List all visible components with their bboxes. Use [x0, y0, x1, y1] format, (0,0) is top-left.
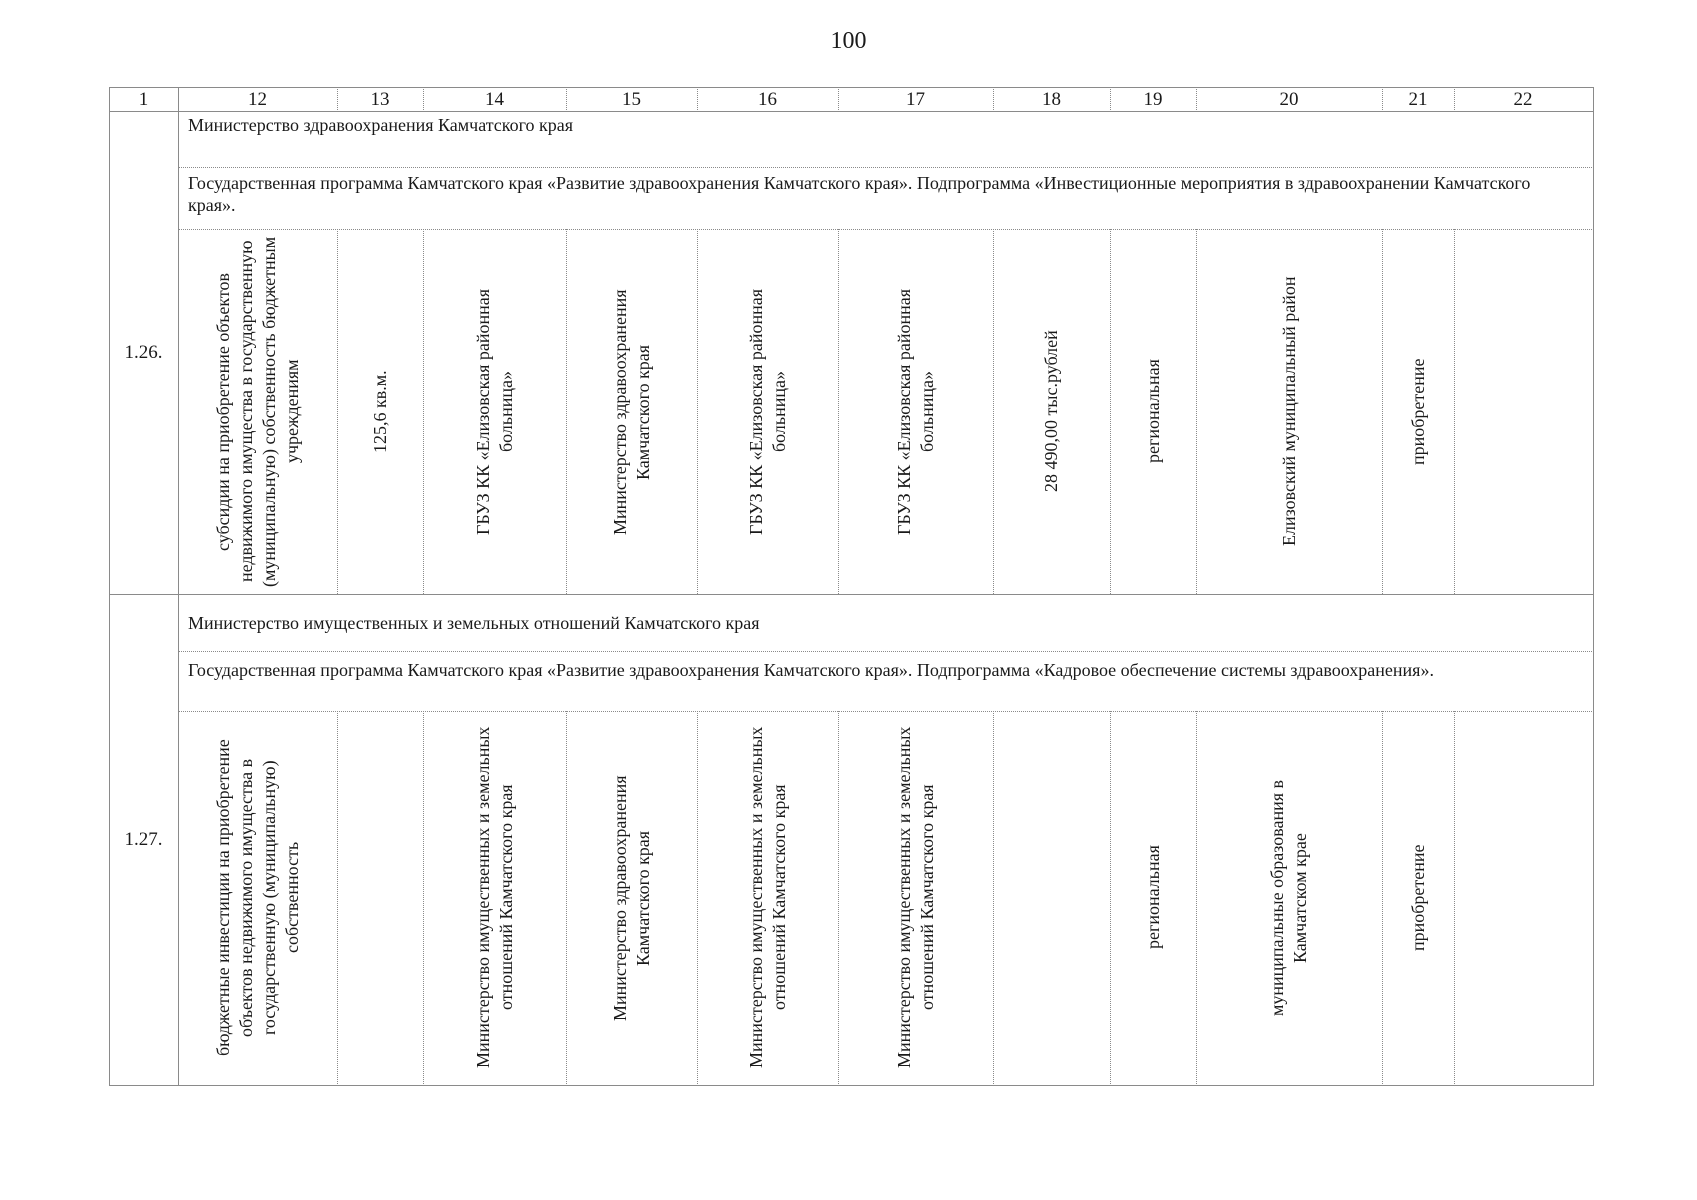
table-cell: бюджетные инвестиции на приобретение объектов недвижимого имущества в государственную (муниципальную) собственность	[212, 739, 302, 1056]
table-cell	[337, 711, 423, 1084]
ministry-title: Министерство имущественных и земельных отношений Камчатского края	[188, 613, 760, 633]
page-number: 100	[830, 28, 867, 54]
table-cell: приобретение	[1407, 844, 1428, 951]
table-cell: Министерство здравоохранения Камчатского края	[609, 288, 653, 535]
table-cell: приобретение	[1407, 358, 1428, 465]
column-header: 18	[1042, 89, 1061, 110]
table-cell: 125,6 кв.м.	[369, 370, 390, 453]
column-header: 14	[485, 89, 504, 110]
table-cell	[1454, 711, 1592, 1084]
column-header: 19	[1143, 89, 1163, 110]
column-header: 22	[1513, 89, 1533, 110]
table-cell: субсидии на приобретение объектов недвижимого имущества в государственную (муниципальную) собственность бюджетным учреждениям	[212, 236, 302, 587]
table-cell: ГБУЗ КК «Елизовская районная больница»	[893, 288, 937, 535]
column-header: 13	[370, 89, 390, 110]
row-number: 1.26.	[124, 342, 163, 363]
row-number: 1.27.	[124, 828, 163, 850]
table-cell: региональная	[1142, 359, 1163, 464]
table-cell: Министерство здравоохранения Камчатского края	[609, 774, 653, 1021]
table-cell: ГБУЗ КК «Елизовская районная больница»	[472, 288, 516, 535]
column-header: 21	[1408, 89, 1428, 110]
table-cell: Елизовский муниципальный район	[1278, 276, 1299, 547]
ministry-title: Министерство здравоохранения Камчатского края	[188, 115, 574, 135]
column-header: 1	[138, 89, 149, 110]
table-cell	[993, 711, 1110, 1084]
program-title: Государственная программа Камчатского края «Развитие здравоохранения Камчатского края». Подпрограмма «Инвестиционные мероприятия в здравоохранении Камчатского края».	[188, 173, 1531, 215]
table-cell: муниципальные образования в Камчатском крае	[1267, 779, 1310, 1016]
table-cell: региональная	[1142, 845, 1163, 950]
table-cell	[1454, 229, 1592, 594]
table-cell: Министерство имущественных и земельных отношений Камчатского края	[472, 726, 516, 1069]
program-title: Государственная программа Камчатского края «Развитие здравоохранения Камчатского края». Подпрограмма «Кадровое обеспечение системы здравоохранения».	[188, 660, 1434, 680]
column-header: 16	[758, 89, 777, 110]
column-header: 15	[622, 89, 641, 110]
column-header: 12	[248, 89, 267, 110]
table-cell: ГБУЗ КК «Елизовская районная больница»	[745, 288, 789, 535]
table-cell: Министерство имущественных и земельных отношений Камчатского края	[745, 726, 789, 1069]
table-cell: Министерство имущественных и земельных отношений Камчатского края	[893, 726, 937, 1069]
table-cell: 28 490,00 тыс.рублей	[1041, 330, 1061, 493]
column-header: 20	[1279, 89, 1299, 110]
column-header: 17	[906, 89, 925, 110]
